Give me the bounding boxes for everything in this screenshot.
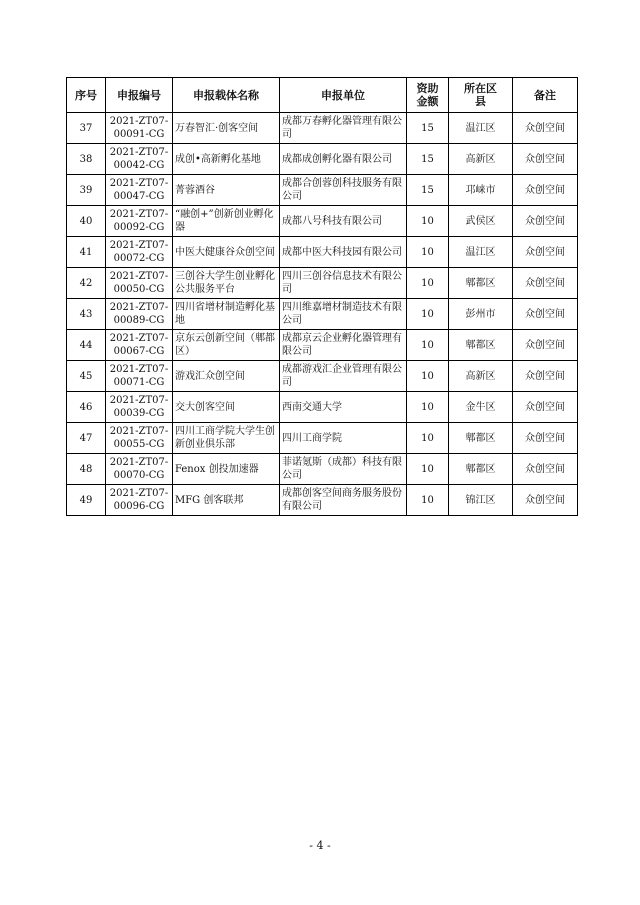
cell-amount: 10 xyxy=(407,206,449,237)
cell-district: 彭州市 xyxy=(449,299,513,330)
cell-unit: 四川三创谷信息技术有限公司 xyxy=(280,268,407,299)
cell-seq: 38 xyxy=(67,144,106,175)
cell-unit: 成都万春孵化器管理有限公司 xyxy=(280,113,407,144)
cell-seq: 47 xyxy=(67,423,106,454)
cell-amount: 10 xyxy=(407,392,449,423)
cell-district: 郫都区 xyxy=(449,268,513,299)
cell-carrier-name: 游戏汇众创空间 xyxy=(173,361,280,392)
cell-code: 2021-ZT07-00091-CG xyxy=(106,113,173,144)
cell-seq: 40 xyxy=(67,206,106,237)
table-body xyxy=(67,113,578,516)
cell-code: 2021-ZT07-00039-CG xyxy=(106,392,173,423)
table-row xyxy=(67,392,578,423)
cell-code: 2021-ZT07-00096-CG xyxy=(106,485,173,516)
cell-note: 众创空间 xyxy=(513,299,578,330)
cell-district: 郫都区 xyxy=(449,454,513,485)
cell-district: 高新区 xyxy=(449,144,513,175)
cell-amount: 10 xyxy=(407,299,449,330)
cell-unit: 成都成创孵化器有限公司 xyxy=(280,144,407,175)
cell-unit: 成都八号科技有限公司 xyxy=(280,206,407,237)
cell-seq: 48 xyxy=(67,454,106,485)
cell-code: 2021-ZT07-00042-CG xyxy=(106,144,173,175)
cell-amount: 10 xyxy=(407,237,449,268)
cell-unit: 成都创客空间商务服务股份有限公司 xyxy=(280,485,407,516)
cell-carrier-name: 三创谷大学生创业孵化公共服务平台 xyxy=(173,268,280,299)
cell-seq: 45 xyxy=(67,361,106,392)
header-carrier-name: 申报载体名称 xyxy=(173,78,280,113)
header-amount: 资助金额 xyxy=(407,78,449,113)
table-row xyxy=(67,237,578,268)
cell-amount: 10 xyxy=(407,485,449,516)
cell-carrier-name: MFG 创客联邦 xyxy=(173,485,280,516)
cell-district: 温江区 xyxy=(449,237,513,268)
header-code: 申报编号 xyxy=(106,78,173,113)
table-row xyxy=(67,299,578,330)
table-row xyxy=(67,206,578,237)
table-header-row xyxy=(67,78,578,113)
cell-code: 2021-ZT07-00047-CG xyxy=(106,175,173,206)
cell-district: 郫都区 xyxy=(449,423,513,454)
table-row xyxy=(67,268,578,299)
cell-district: 金牛区 xyxy=(449,392,513,423)
cell-carrier-name: Fenox 创投加速器 xyxy=(173,454,280,485)
cell-carrier-name: 京东云创新空间（郫都区） xyxy=(173,330,280,361)
cell-unit: 菲诺氪斯（成都）科技有限公司 xyxy=(280,454,407,485)
cell-note: 众创空间 xyxy=(513,423,578,454)
table-row xyxy=(67,175,578,206)
header-district: 所在区县 xyxy=(449,78,513,113)
cell-seq: 43 xyxy=(67,299,106,330)
table-row xyxy=(67,361,578,392)
cell-amount: 10 xyxy=(407,423,449,454)
cell-district: 高新区 xyxy=(449,361,513,392)
funding-table xyxy=(66,77,578,516)
cell-note: 众创空间 xyxy=(513,144,578,175)
cell-code: 2021-ZT07-00055-CG xyxy=(106,423,173,454)
header-unit: 申报单位 xyxy=(280,78,407,113)
cell-code: 2021-ZT07-00050-CG xyxy=(106,268,173,299)
cell-carrier-name: 交大创客空间 xyxy=(173,392,280,423)
header-seq: 序号 xyxy=(67,78,106,113)
cell-amount: 15 xyxy=(407,175,449,206)
cell-unit: 四川维嘉增材制造技术有限公司 xyxy=(280,299,407,330)
cell-amount: 10 xyxy=(407,454,449,485)
cell-amount: 15 xyxy=(407,113,449,144)
cell-code: 2021-ZT07-00070-CG xyxy=(106,454,173,485)
cell-carrier-name: 菁蓉酒谷 xyxy=(173,175,280,206)
cell-district: 郫都区 xyxy=(449,330,513,361)
cell-amount: 10 xyxy=(407,330,449,361)
cell-amount: 10 xyxy=(407,361,449,392)
cell-seq: 46 xyxy=(67,392,106,423)
cell-carrier-name: 中医大健康谷众创空间 xyxy=(173,237,280,268)
cell-code: 2021-ZT07-00072-CG xyxy=(106,237,173,268)
cell-district: 邛崃市 xyxy=(449,175,513,206)
cell-code: 2021-ZT07-00092-CG xyxy=(106,206,173,237)
cell-carrier-name: 万春智汇·创客空间 xyxy=(173,113,280,144)
page-number: - 4 - xyxy=(309,839,331,852)
cell-seq: 37 xyxy=(67,113,106,144)
cell-unit: 成都京云企业孵化器管理有限公司 xyxy=(280,330,407,361)
cell-code: 2021-ZT07-00071-CG xyxy=(106,361,173,392)
cell-note: 众创空间 xyxy=(513,206,578,237)
cell-seq: 41 xyxy=(67,237,106,268)
table-row xyxy=(67,485,578,516)
cell-note: 众创空间 xyxy=(513,485,578,516)
header-note: 备注 xyxy=(513,78,578,113)
cell-note: 众创空间 xyxy=(513,268,578,299)
cell-seq: 39 xyxy=(67,175,106,206)
cell-unit: 西南交通大学 xyxy=(280,392,407,423)
cell-district: 锦江区 xyxy=(449,485,513,516)
table-row xyxy=(67,423,578,454)
cell-unit: 成都合创蓉创科技服务有限公司 xyxy=(280,175,407,206)
cell-unit: 成都中医大科技园有限公司 xyxy=(280,237,407,268)
cell-note: 众创空间 xyxy=(513,113,578,144)
table-row xyxy=(67,113,578,144)
cell-seq: 44 xyxy=(67,330,106,361)
cell-seq: 49 xyxy=(67,485,106,516)
cell-carrier-name: “融创+”创新创业孵化器 xyxy=(173,206,280,237)
cell-carrier-name: 四川工商学院大学生创新创业俱乐部 xyxy=(173,423,280,454)
cell-amount: 15 xyxy=(407,144,449,175)
cell-unit: 四川工商学院 xyxy=(280,423,407,454)
cell-note: 众创空间 xyxy=(513,361,578,392)
cell-carrier-name: 成创•高新孵化基地 xyxy=(173,144,280,175)
cell-amount: 10 xyxy=(407,268,449,299)
cell-note: 众创空间 xyxy=(513,175,578,206)
cell-note: 众创空间 xyxy=(513,392,578,423)
cell-note: 众创空间 xyxy=(513,237,578,268)
cell-code: 2021-ZT07-00067-CG xyxy=(106,330,173,361)
cell-district: 武侯区 xyxy=(449,206,513,237)
table-row xyxy=(67,144,578,175)
table-row xyxy=(67,330,578,361)
cell-note: 众创空间 xyxy=(513,454,578,485)
cell-note: 众创空间 xyxy=(513,330,578,361)
cell-district: 温江区 xyxy=(449,113,513,144)
table-row xyxy=(67,454,578,485)
cell-unit: 成都游戏汇企业管理有限公司 xyxy=(280,361,407,392)
cell-code: 2021-ZT07-00089-CG xyxy=(106,299,173,330)
cell-carrier-name: 四川省增材制造孵化基地 xyxy=(173,299,280,330)
cell-seq: 42 xyxy=(67,268,106,299)
